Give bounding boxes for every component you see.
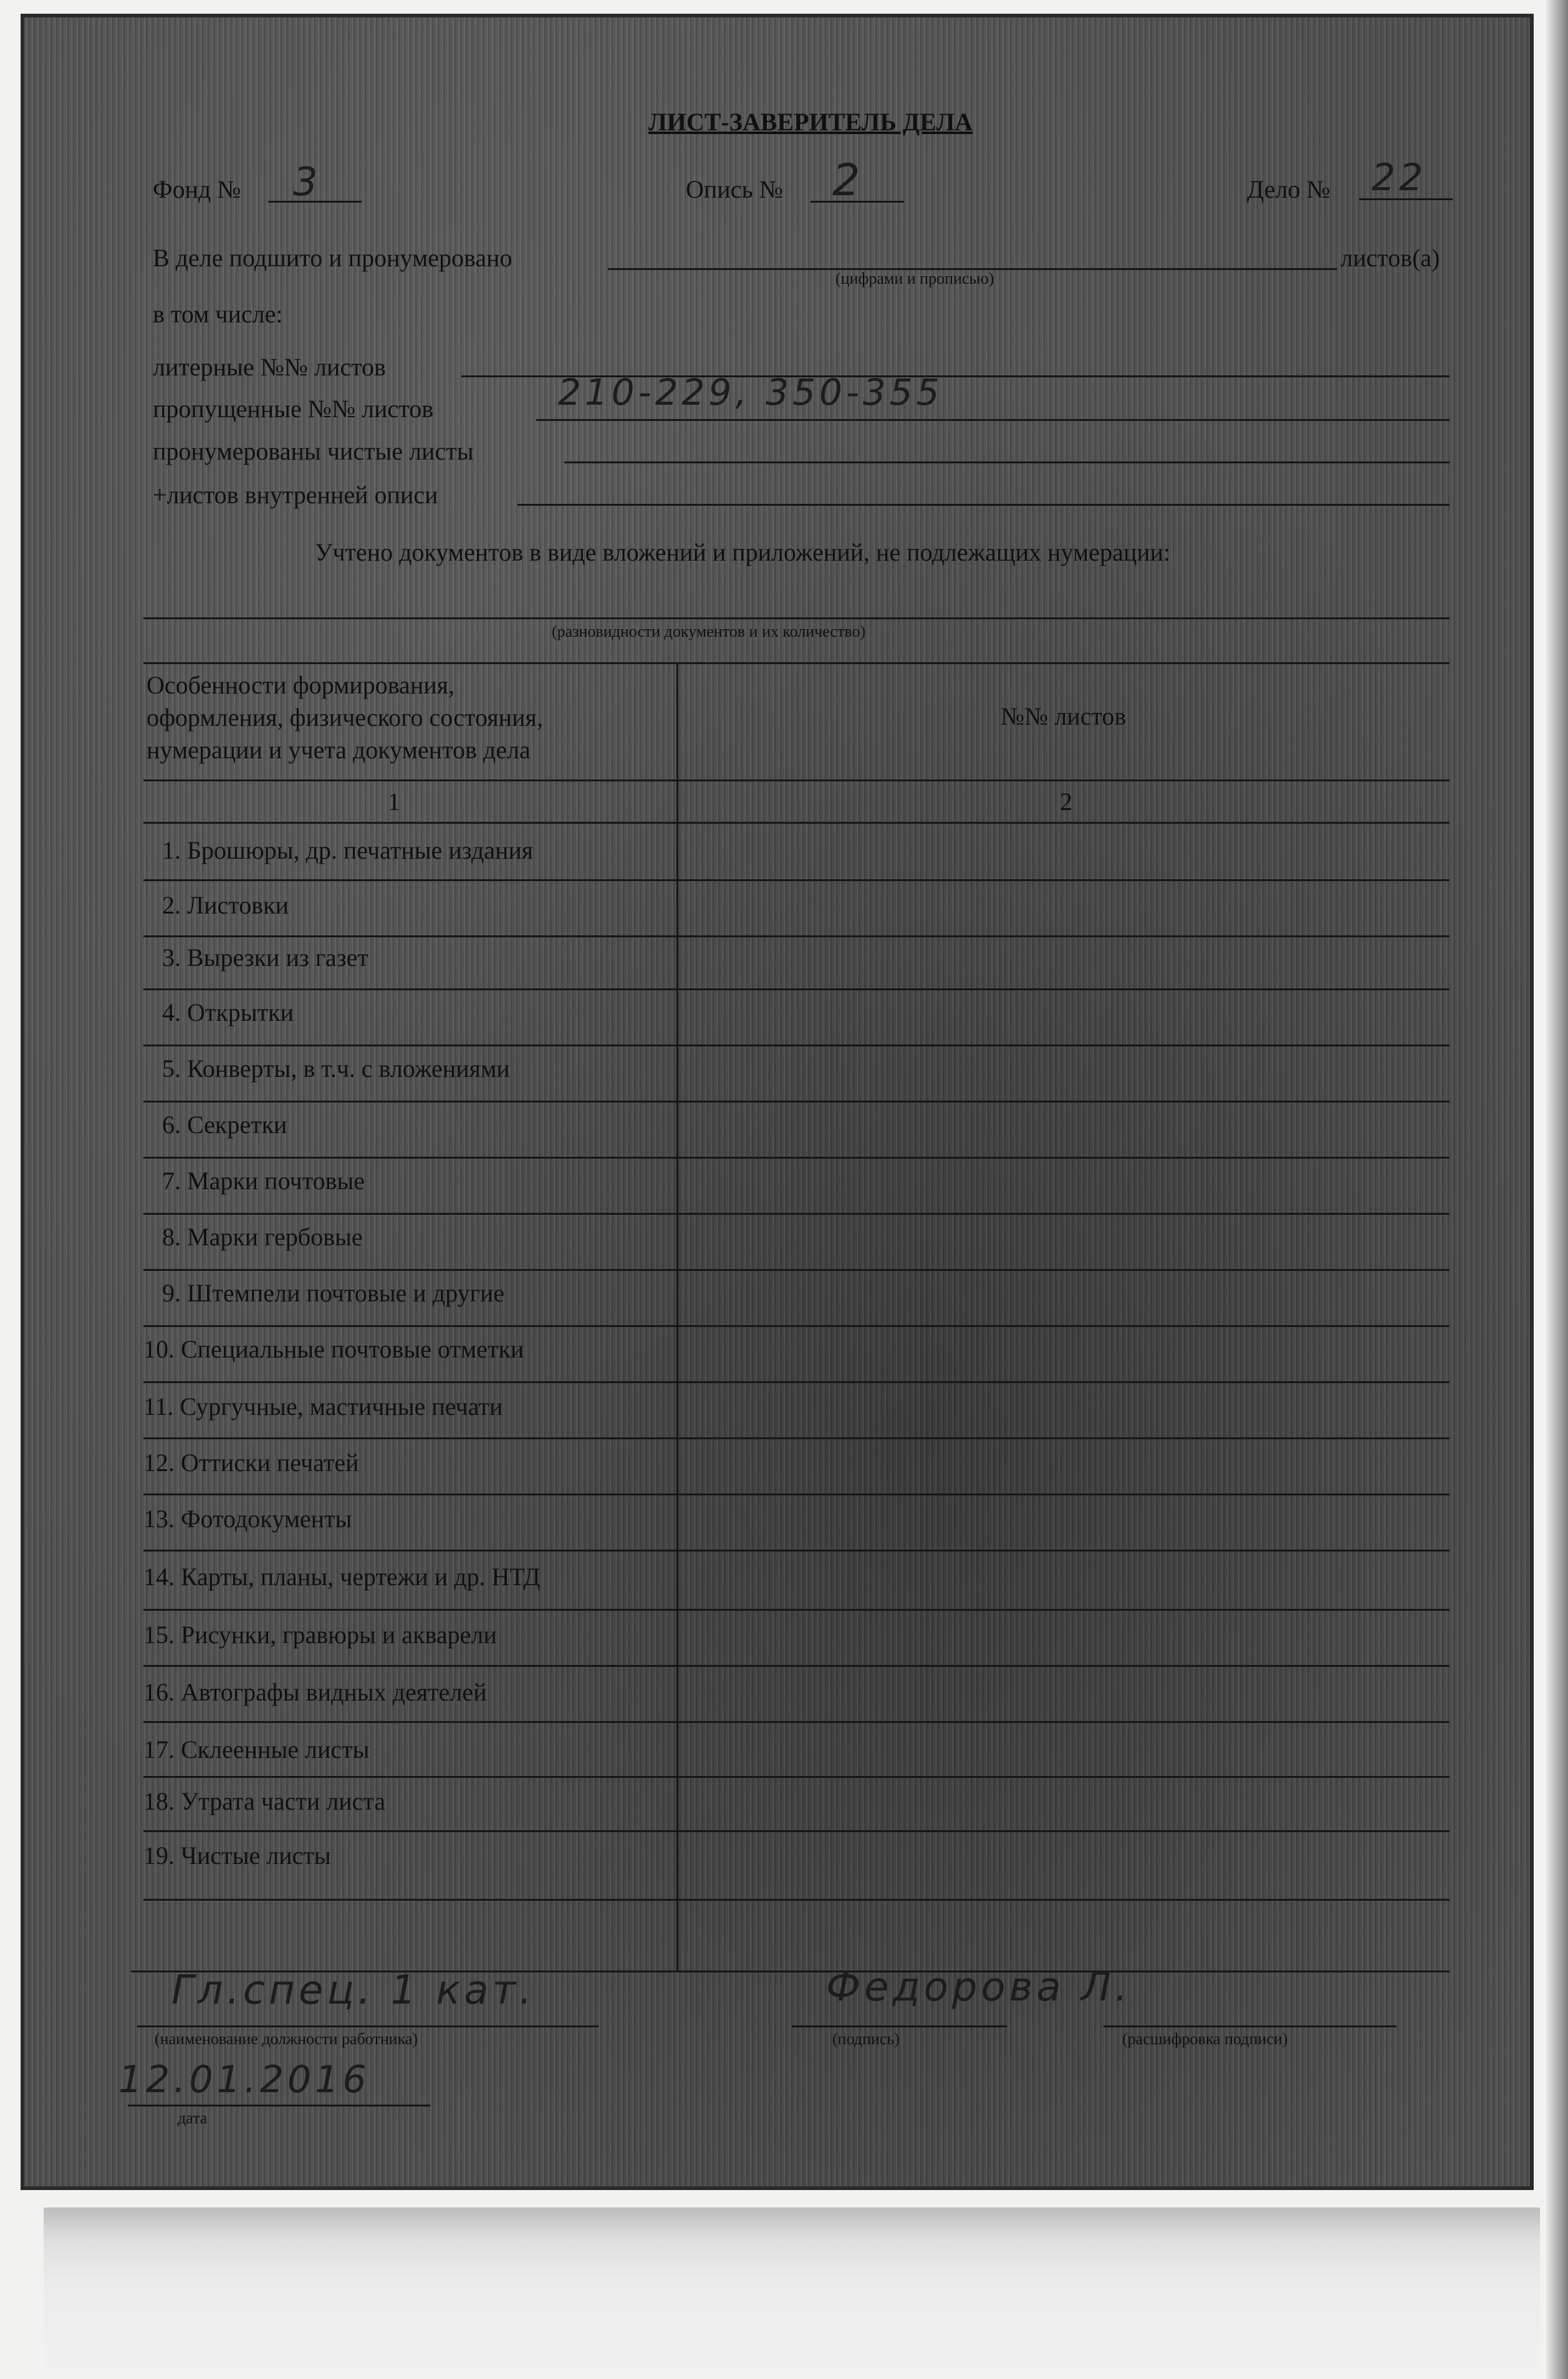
signature-hint: (подпись) [832,2030,900,2048]
right-page-edge [1546,0,1568,2379]
table-row-label: 6. Секретки [162,1111,287,1139]
date-label: дата [178,2109,208,2127]
skipped-line [536,419,1450,421]
table-row-label: 11. Сургучные, мастичные печати [143,1392,503,1421]
position-hint: (наименование должности работника) [155,2030,418,2048]
delo-value: 22 [1372,156,1427,200]
col2-number: 2 [1060,788,1072,816]
table-row-line [143,1665,1450,1667]
table-header-bottom [143,779,1450,781]
table-row-line [143,1721,1450,1723]
attachments-hint: (разновидности документов и их количество) [552,622,866,640]
table-row-line [143,1157,1450,1159]
lower-page-strip [44,2208,1540,2376]
table-row-line [143,935,1450,937]
filed-suffix: листов(а) [1340,244,1440,272]
fond-label: Фонд № [153,175,241,203]
inner-label: +листов внутренней описи [153,481,438,509]
including-label: в том числе: [153,300,283,328]
table-row-label: 13. Фотодокументы [143,1505,352,1533]
table-top-border [143,662,1450,664]
name-line [1104,2025,1397,2027]
signature-handwriting: Федорова Л. [826,1964,1132,2010]
table-row-line [143,1325,1450,1327]
attachments-line [143,617,1450,619]
table-row-label: 15. Рисунки, гравюры и акварели [143,1621,497,1649]
table-row-label: 16. Автографы видных деятелей [143,1678,487,1706]
position-value: Гл.спец. 1 кат. [171,1967,536,2014]
delo-label: Дело № [1247,175,1330,203]
position-line [137,2025,599,2027]
table-row-label: 4. Открытки [162,998,294,1026]
table-row-label: 12. Оттиски печатей [143,1449,359,1477]
table-row-line [143,1101,1450,1103]
table-row-line [143,1045,1450,1046]
table-row-line [143,1213,1450,1215]
filed-hint: (цифрами и прописью) [835,269,994,287]
table-numbers-bottom [143,822,1450,824]
fond-value: 3 [293,159,322,205]
table-row-label: 9. Штемпели почтовые и другие [162,1279,505,1307]
table-row-label: 8. Марки гербовые [162,1223,363,1251]
attachments-text: Учтено документов в виде вложений и приложений, не подлежащих нумерации: [315,538,1171,566]
table-row-line [143,1381,1450,1383]
table-row-line [143,1494,1450,1495]
litera-label: литерные №№ листов [153,353,386,381]
table-row-label: 5. Конверты, в т.ч. с вложениями [162,1054,510,1083]
skipped-label: пропущенные №№ листов [153,395,434,423]
signature-line [792,2025,1007,2027]
table-row-label: 3. Вырезки из газет [162,943,368,972]
table-row-line [143,1609,1450,1611]
table-row-line [143,879,1450,881]
table-row-label: 1. Брошюры, др. печатные издания [162,836,534,864]
table-row-label: 19. Чистые листы [143,1841,331,1870]
table-row-line [143,1437,1450,1439]
table-row-line [143,1899,1450,1901]
col1-header-line1: Особенности формирования, [147,671,455,699]
blank-line [564,461,1450,463]
table-column-divider [676,662,678,1972]
table-row-label: 2. Листовки [162,891,289,919]
col2-header: №№ листов [1001,702,1127,730]
table-row-line [143,1269,1450,1271]
table-row-line [143,1776,1450,1778]
col1-header-line3: нумерации и учета документов дела [147,736,531,764]
inner-line [517,504,1450,506]
table-row-line [143,1550,1450,1551]
table-row-label: 17. Склеенные листы [143,1735,370,1764]
blank-label: пронумерованы чистые листы [153,437,474,465]
table-row-label: 7. Марки почтовые [162,1167,365,1195]
table-row-line [143,988,1450,990]
table-row-label: 14. Карты, планы, чертежи и др. НТД [143,1563,541,1591]
table-row-label: 18. Утрата части листа [143,1787,386,1815]
opis-label: Опись № [686,175,783,203]
col1-header-line2: оформления, физического состояния, [147,703,543,731]
page-title: ЛИСТ-ЗАВЕРИТЕЛЬ ДЕЛА [648,108,973,136]
col1-number: 1 [388,788,400,816]
filed-label: В деле подшито и пронумеровано [153,244,512,272]
opis-value: 2 [832,155,864,206]
table-row-line [143,1830,1450,1832]
date-value: 12.01.2016 [118,2058,370,2102]
name-hint: (расшифровка подписи) [1122,2030,1288,2048]
date-line [128,2105,430,2106]
table-row-label: 10. Специальные почтовые отметки [143,1335,524,1363]
skipped-value: 210-229, 350-355 [558,371,943,413]
